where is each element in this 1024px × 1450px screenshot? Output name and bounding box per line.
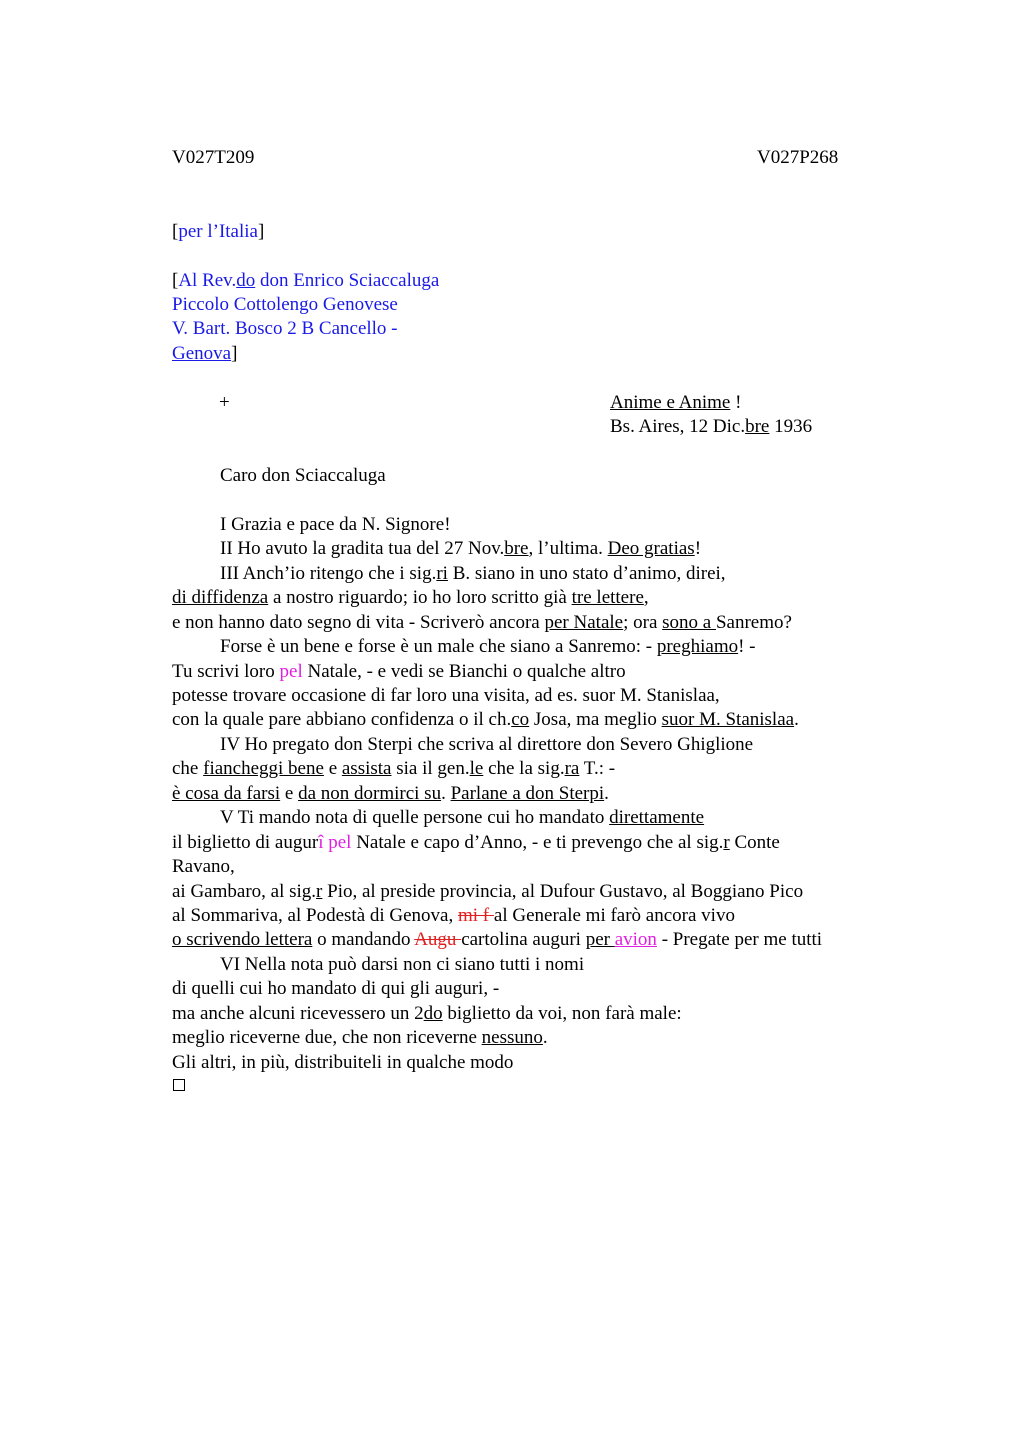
body-line-19: VI Nella nota può darsi non ci siano tutti i nomi <box>220 954 585 975</box>
body-line-3: III Anch’io ritengo che i sig.ri B. siano in uno stato d’animo, direi, <box>220 563 726 584</box>
body-line-22: meglio riceverne due, che non riceverne nessuno. <box>172 1027 548 1048</box>
body-line-7: Tu scrivi loro pel Natale, - e vedi se Bianchi o qualche altro <box>172 661 626 682</box>
place-date: Bs. Aires, 12 Dic.bre 1936 <box>610 416 813 437</box>
deleted-text: mi f <box>458 905 494 926</box>
archive-code-right: V027P268 <box>757 147 839 168</box>
motto: Anime e Anime ! <box>610 392 742 413</box>
body-line-8: potesse trovare occasione di far loro una visita, ad es. suor M. Stanislaa, <box>172 685 720 706</box>
body-line-21: ma anche alcuni ricevessero un 2do biglietto da voi, non farà male: <box>172 1003 682 1024</box>
body-line-6: Forse è un bene e forse è un male che siano a Sanremo: - preghiamo! - <box>220 636 756 657</box>
body-line-4: di diffidenza a nostro riguardo; io ho loro scritto già tre lettere, <box>172 587 649 608</box>
address-line-1: [Al Rev.do don Enrico Sciaccaluga <box>172 270 440 291</box>
body-line-20: di quelli cui ho mandato di qui gli auguri, - <box>172 978 500 999</box>
body-line-16: ai Gambaro, al sig.r Pio, al preside provincia, al Dufour Gustavo, al Boggiano Pico <box>172 881 804 902</box>
body-line-1: I Grazia e pace da N. Signore! <box>220 514 451 535</box>
body-line-2: II Ho avuto la gradita tua del 27 Nov.bre, l’ultima. Deo gratias! <box>220 538 702 559</box>
body-line-13: V Ti mando nota di quelle persone cui ho mandato direttamente <box>220 807 705 828</box>
cross-symbol: + <box>219 392 230 413</box>
body-line-18: o scrivendo lettera o mandando Augu cartolina auguri per avion - Pregate per me tutti <box>172 929 823 950</box>
body-line-11: che fiancheggi bene e assista sia il gen.le che la sig.ra T.: - <box>172 758 616 779</box>
address-country: [per l’Italia] <box>172 221 265 242</box>
body-line-12: è cosa da farsi e da non dormirci su. Parlane a don Sterpi. <box>172 783 609 804</box>
address-line-2: Piccolo Cottolengo Genovese <box>172 294 398 315</box>
archive-code-left: V027T209 <box>172 147 255 168</box>
body-line-17: al Sommariva, al Podestà di Genova, mi f al Generale mi farò ancora vivo <box>172 905 735 926</box>
body-line-15: Ravano, <box>172 856 235 877</box>
end-box-icon <box>173 1079 185 1091</box>
body-line-23: Gli altri, in più, distribuiteli in qualche modo <box>172 1052 514 1073</box>
deleted-text: Augu <box>414 929 462 950</box>
address-line-3: V. Bart. Bosco 2 B Cancello - <box>172 318 398 339</box>
body-line-14: il biglietto di augurî pel Natale e capo d’Anno, - e ti prevengo che al sig.r Conte <box>172 832 780 853</box>
body-line-5: e non hanno dato segno di vita - Scriverò ancora per Natale; ora sono a Sanremo? <box>172 612 792 633</box>
country-text: per l’Italia <box>178 221 258 242</box>
address-city: Genova] <box>172 343 238 364</box>
body-line-9: con la quale pare abbiano confidenza o il ch.co Josa, ma meglio suor M. Stanislaa. <box>172 709 799 730</box>
body-line-10: IV Ho pregato don Sterpi che scriva al direttore don Severo Ghiglione <box>220 734 754 755</box>
greeting: Caro don Sciaccaluga <box>220 465 386 486</box>
